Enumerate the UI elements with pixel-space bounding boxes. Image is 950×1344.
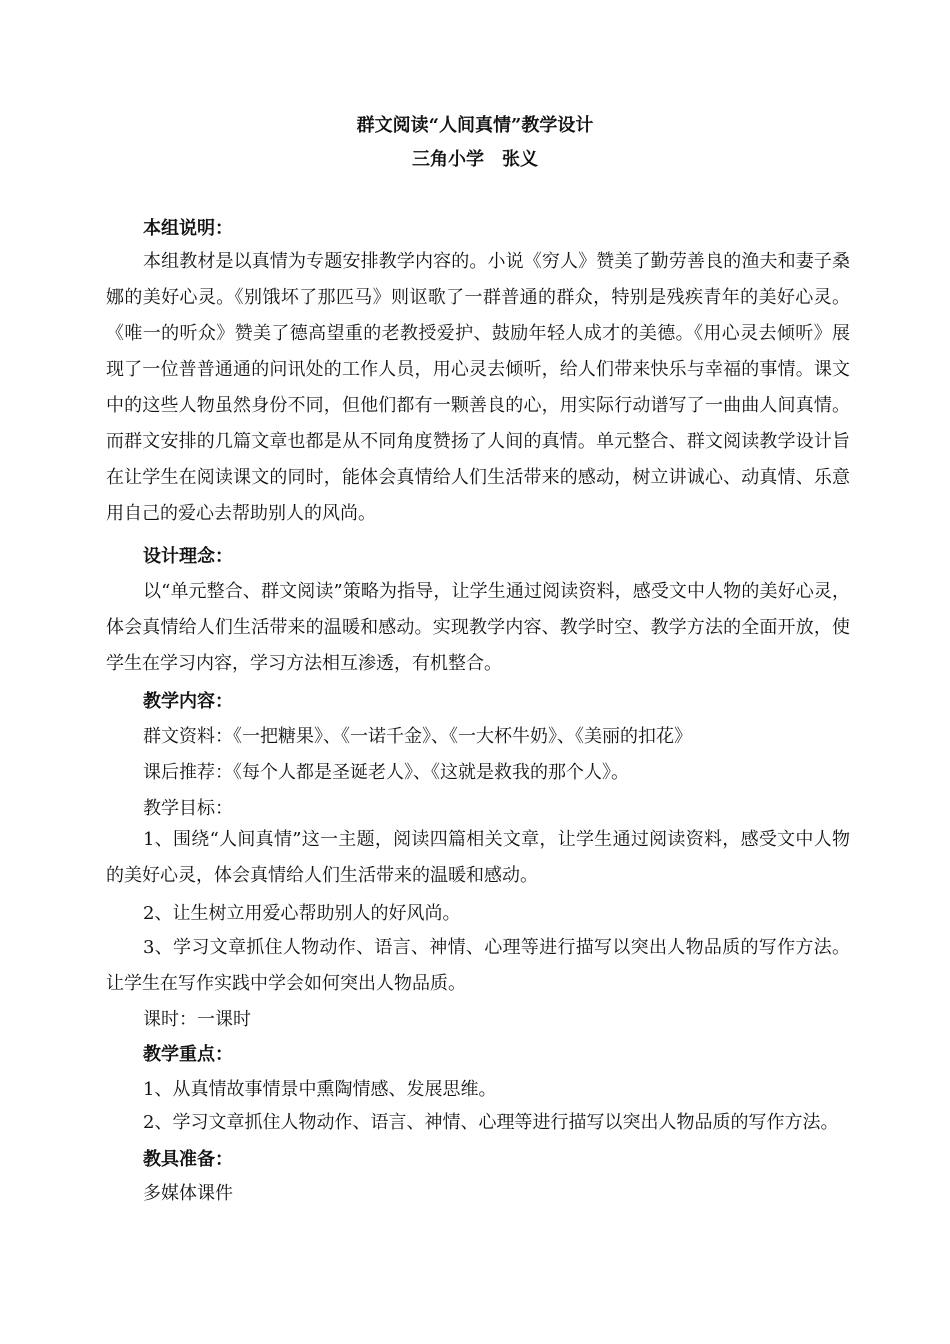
goal-3: 3、学习文章抓住人物动作、语言、神情、心理等进行描写以突出人物品质的写作方法。让学生在写作实践中学会如何突出人物品质。 [106, 937, 850, 994]
key-point-2: 2、学习文章抓住人物动作、语言、神情、心理等进行描写以突出人物品质的写作方法。 [143, 1112, 839, 1133]
class-hours: 课时：一课时 [143, 1009, 251, 1030]
document-author: 三角小学 张义 [412, 149, 538, 170]
content-recommend: 课后推荐：《每个人都是圣诞老人》、《这就是救我的那个人》。 [143, 762, 629, 783]
document-title: 群文阅读“人间真情”教学设计 [356, 115, 594, 136]
key-point-1: 1、从真情故事情景中熏陶情感、发展思维。 [143, 1079, 497, 1100]
intro-heading: 本组说明： [143, 218, 233, 239]
concept-paragraph: 以“单元整合、群文阅读”策略为指导，让学生通过阅读资料，感受文中人物的美好心灵，体会真情给人们生活带来的温暖和感动。实现教学内容、教学时空、教学方法的全面开放，使学生在学习内容，学习方法相互渗透，有机整合。 [106, 581, 850, 674]
key-points-heading: 教学重点： [143, 1044, 233, 1065]
concept-heading: 设计理念： [143, 546, 233, 567]
goals-heading: 教学目标： [143, 798, 233, 819]
content-materials: 群文资料：《一把糖果》、《一诺千金》、《一大杯牛奶》、《美丽的扣花》 [143, 726, 692, 747]
goal-2: 2、让生树立用爱心帮助别人的好风尚。 [143, 903, 461, 924]
goal-1: 1、围绕“人间真情”这一主题，阅读四篇相关文章，让学生通过阅读资料，感受文中人物的美好心灵，体会真情给人们生活带来的温暖和感动。 [106, 829, 850, 886]
tools-heading: 教具准备： [143, 1149, 233, 1170]
content-heading: 教学内容： [143, 691, 233, 712]
intro-paragraph: 本组教材是以真情为专题安排教学内容的。小说《穷人》赞美了勤劳善良的渔夫和妻子桑娜的美好心灵。《别饿坏了那匹马》则讴歌了一群普通的群众，特别是残疾青年的美好心灵。《唯一的听众》赞美了德高望重的老教授爱护、鼓励年轻人成才的美德。《用心灵去倾听》展现了一位普普通通的问讯处的工作人员，用心灵去倾听，给人们带来快乐与幸福的事情。课文中的这些人物虽然身份不同，但他们都有一颗善良的心，用实际行动谱写了一曲曲人间真情。而群文安排的几篇文章也都是从不同角度赞扬了人间的真情。单元整合、群文阅读教学设计旨在让学生在阅读课文的同时，能体会真情给人们生活带来的感动，树立讲诚心、动真情、乐意用自己的爱心去帮助别人的风尚。 [106, 251, 850, 524]
tools-text: 多媒体课件 [143, 1183, 233, 1204]
